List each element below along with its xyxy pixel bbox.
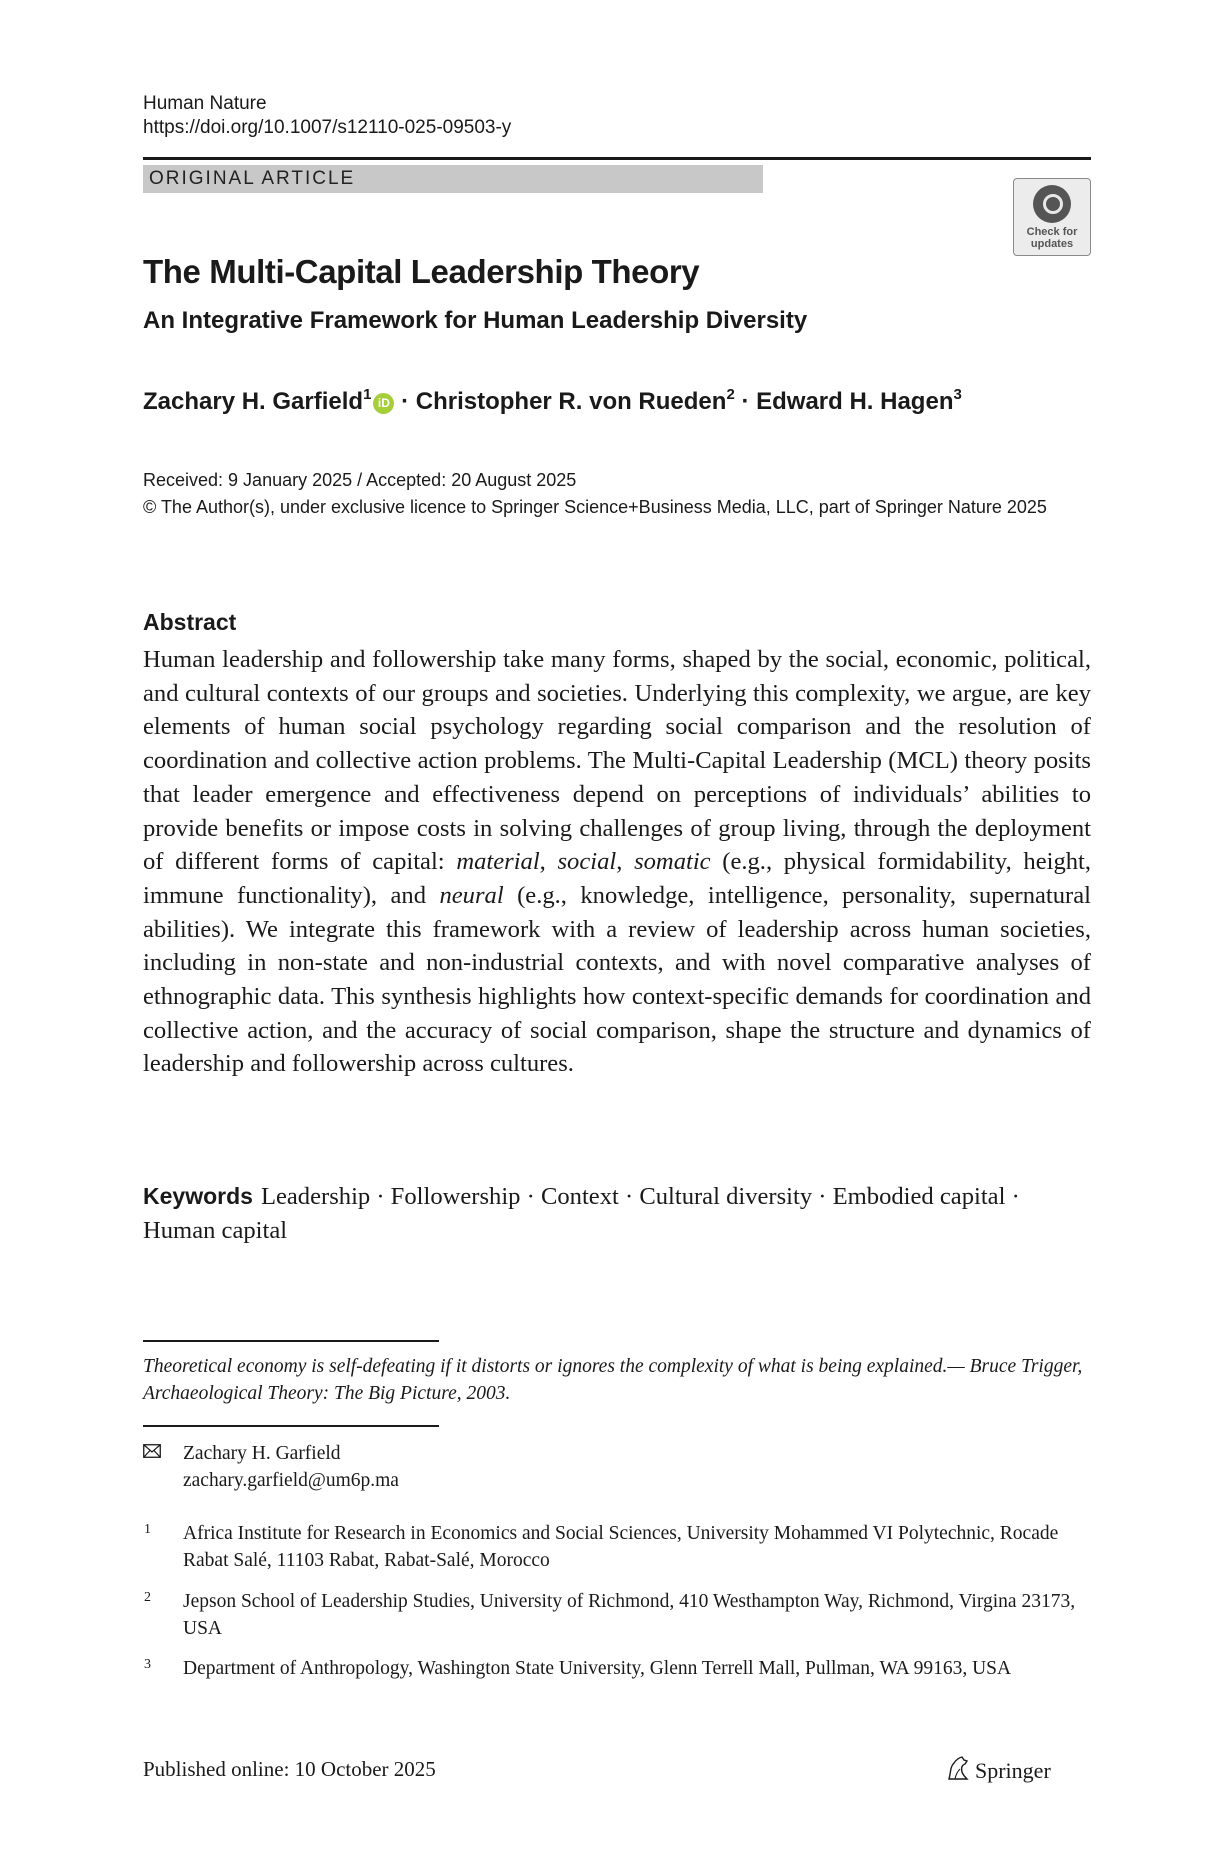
badge-label: Check for updates: [1026, 226, 1078, 250]
author-list: [143, 386, 1091, 418]
springer-logo: [975, 1758, 1051, 1784]
affiliation-text: Africa Institute for Research in Economics and Social Sciences, University Mohammed VI Polytechnic, Rocade Rabat Salé, 11103 Rabat, Rabat-Salé, Morocco: [183, 1523, 1059, 1571]
footnote-rule: [143, 1340, 439, 1342]
abstract-emphasis: social: [557, 848, 617, 876]
abstract-segment: ,: [616, 848, 635, 876]
abstract-segment: (e.g., physical formidability, height, immune functionality), and: [143, 848, 1092, 909]
crossmark-icon: [1033, 185, 1071, 223]
received-accepted-dates: Received: 9 January 2025 / Accepted: 20 August 2025: [143, 470, 577, 490]
affiliation: [143, 1520, 1091, 1574]
keywords-list: Leadership · Followership · Context · Cultural diversity · Embodied capital · Human capital: [143, 1183, 1020, 1244]
affiliation-number: 1: [144, 1522, 151, 1537]
affiliation: [143, 1588, 1091, 1642]
epigraph: Theoretical economy is self-defeating if it distorts or ignores the complexity of what is being explained.— Bruce Trigger, Archaeological Theory: The Big Picture, 2003.: [143, 1356, 1083, 1404]
abstract-emphasis: somatic: [634, 848, 711, 876]
author-affiliation-mark: 1: [363, 386, 372, 403]
article-subtitle: An Integrative Framework for Human Leadership Diversity: [143, 307, 808, 334]
abstract-emphasis: neural: [439, 881, 504, 909]
keywords: [143, 1179, 1091, 1248]
doi-link[interactable]: https://doi.org/10.1007/s12110-025-09503-y: [143, 117, 512, 138]
abstract-text: [143, 643, 1091, 1081]
orcid-icon[interactable]: iD: [373, 393, 394, 414]
abstract-segment: Human leadership and followership take many forms, shaped by the social, economic, political, and cultural contexts of our groups and societies. Underlying this complexity, we argue, are key elements of human social psychology regarding social comparison and the resolution of coordination and collective action problems. The Multi-Capital Leadership (MCL) theory posits that leader emergence and effectiveness depend on perceptions of individuals’ abilities to provide benefits or impose costs in solving challenges of group living, through the deployment of different forms of capital:: [143, 646, 1091, 876]
affiliation-text: Department of Anthropology, Washington State University, Glenn Terrell Mall, Pullman, WA 99163, USA: [183, 1658, 1012, 1679]
publisher-name: Springer: [975, 1758, 1051, 1783]
abstract-emphasis: material: [456, 848, 540, 876]
header-rule: [143, 157, 1091, 160]
correspondence-rule: [143, 1425, 439, 1427]
affiliation-number: 2: [144, 1590, 151, 1605]
envelope-icon: [143, 1444, 161, 1458]
published-online-date: Published online: 10 October 2025: [143, 1757, 436, 1781]
author-affiliation-mark: 3: [953, 386, 962, 403]
article-title: The Multi-Capital Leadership Theory: [143, 253, 700, 290]
corresponding-author-email[interactable]: zachary.garfield@um6p.ma: [183, 1470, 399, 1491]
check-for-updates-badge[interactable]: [1013, 178, 1091, 256]
author-separator: ·: [394, 388, 416, 415]
affiliation-number: 3: [144, 1657, 151, 1672]
author-name[interactable]: Christopher R. von Rueden: [415, 388, 727, 415]
author-name[interactable]: Edward H. Hagen: [756, 388, 954, 415]
article-type-label: ORIGINAL ARTICLE: [143, 165, 763, 193]
author-name[interactable]: Zachary H. Garfield: [143, 388, 364, 415]
affiliation: [143, 1655, 1091, 1682]
author-affiliation-mark: 2: [726, 386, 735, 403]
abstract-segment: ,: [539, 848, 558, 876]
springer-horse-icon: [945, 1754, 971, 1782]
author-separator: ·: [734, 388, 757, 415]
journal-header: [143, 92, 1091, 140]
article-dates: [143, 467, 1091, 521]
affiliation-text: Jepson School of Leadership Studies, University of Richmond, 410 Westhampton Way, Richmond, Virgina 23173, USA: [183, 1591, 1076, 1639]
copyright-notice: © The Author(s), under exclusive licence to Springer Science+Business Media, LLC, part of Springer Nature 2025: [143, 497, 1047, 517]
correspondence: [143, 1440, 1091, 1494]
keywords-label: Keywords: [143, 1183, 253, 1209]
corresponding-author-name: Zachary H. Garfield: [183, 1443, 341, 1464]
journal-name: Human Nature: [143, 93, 267, 114]
abstract-segment: (e.g., knowledge, intelligence, personality, supernatural abilities). We integrate this framework with a review of leadership across human societies, including in non-state and non-industrial contexts, and with novel comparative analyses of ethnographic data. This synthesis highlights how context-specific demands for coordination and collective action, and the accuracy of social comparison, shape the structure and dynamics of leadership and followership across cultures.: [143, 881, 1091, 1078]
abstract-heading: Abstract: [143, 609, 237, 635]
